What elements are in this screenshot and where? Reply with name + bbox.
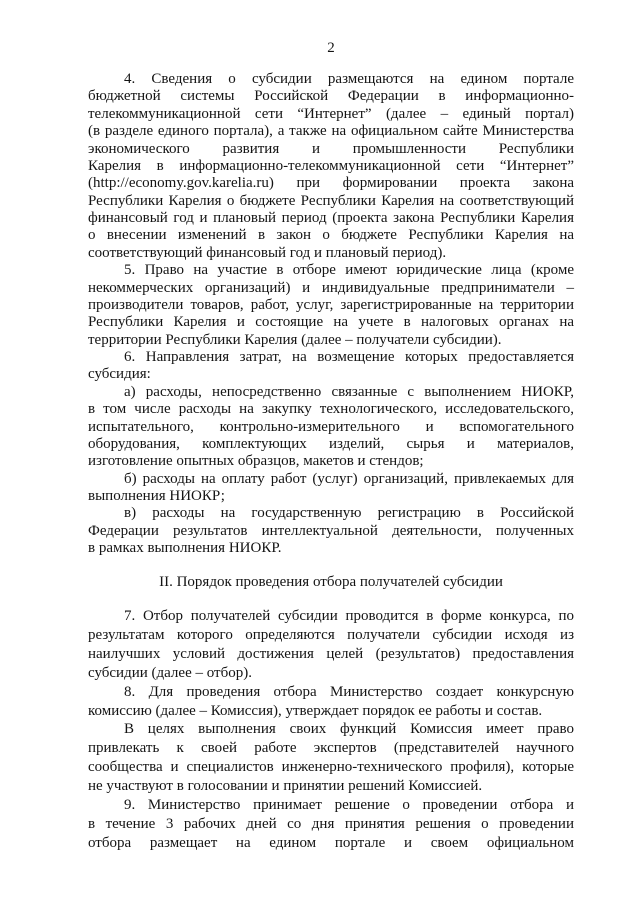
sub-item-a: [88, 384, 574, 471]
paragraph-line: 7. Отбор получателей субсидии проводится в форме конкурса, по: [124, 608, 574, 624]
paragraph-line: Федерации результатов интеллектуальной деятельности, полученных: [88, 522, 574, 539]
paragraph-line: в рамках выполнения НИОКР.: [88, 540, 282, 557]
paragraph-line: изготовление опытных образцов, макетов и стендов;: [88, 453, 424, 470]
paragraph-line: сообщества и специалистов инженерно-технического профиля), которые: [88, 759, 574, 776]
sub-item-b: [88, 471, 574, 506]
paragraph-item-4: [88, 71, 574, 262]
paragraph-line: Республики Карелия и состоящие на учете в налоговых органах на: [88, 314, 574, 331]
paragraph-line: субсидия:: [88, 366, 151, 383]
paragraph-line: территории Республики Карелия (далее – получатели субсидии).: [88, 331, 502, 348]
paragraph-line: субсидии (далее – отбор).: [88, 664, 252, 681]
paragraph-item-9: [88, 796, 574, 853]
paragraph-line: производители товаров, работ, услуг, зарегистрированные на территории: [88, 296, 574, 313]
paragraph-line: б) расходы на оплату работ (услуг) организаций, привлекаемых для: [124, 470, 574, 487]
document-body-top: [88, 71, 574, 558]
paragraph-line: 9. Министерство принимает решение о проведении отбора и: [124, 797, 574, 814]
paragraph-line: выполнения НИОКР;: [88, 488, 225, 504]
paragraph-line: телекоммуникационной сети “Интернет” (далее – единый портал): [88, 105, 574, 122]
paragraph-line: отбора размещает на едином портале и своем официальном: [88, 834, 574, 851]
paragraph-item-7: [88, 607, 574, 683]
paragraph-line: 8. Для проведения отбора Министерство создает конкурсную: [124, 683, 574, 700]
paragraph-line: соответствующий финансовый год и плановый период).: [88, 244, 447, 261]
paragraph-line: бюджетной системы Российской Федерации в информационно-: [88, 88, 574, 105]
page-number: 2: [327, 40, 335, 56]
paragraph-item-8: [88, 683, 574, 721]
paragraph-line: некоммерческих организаций) и индивидуальные предприниматели –: [88, 279, 574, 296]
paragraph-item-6: [88, 349, 574, 384]
paragraph-line: привлекать к своей работе экспертов (представителей научного: [88, 740, 574, 757]
paragraph-line: а) расходы, непосредственно связанные с выполнением НИОКР,: [124, 383, 574, 400]
paragraph-line: 6. Направления затрат, на возмещение которых предоставляется: [124, 349, 574, 365]
paragraph-line: Республики Карелия о бюджете Республики Карелия на соответствующий: [88, 192, 574, 209]
paragraph-line: оборудования, комплектующих изделий, сырья и материалов,: [88, 435, 574, 452]
paragraph-line: испытательного, контрольно-измерительного и вспомогательного: [88, 418, 574, 435]
paragraph-line: (http://economy.gov.karelia.ru) при формировании проекта закона: [88, 175, 574, 192]
paragraph-line: наилучших условий достижения целей (результатов) предоставления: [88, 645, 574, 662]
paragraph-line: в) расходы на государственную регистрацию в Российской: [124, 505, 574, 522]
document-body-bottom: [88, 607, 574, 853]
paragraph-commission-experts: [88, 720, 574, 796]
paragraph-line: не участвуют в голосовании и принятии решений Комиссией.: [88, 778, 483, 795]
paragraph-line: В целях выполнения своих функций Комиссия имеет право: [124, 721, 574, 738]
paragraph-line: финансовый год и плановый период (проекта закона Республики Карелия: [88, 210, 574, 226]
paragraph-line: (в разделе единого портала), а также на официальном сайте Министерства: [88, 123, 574, 140]
paragraph-line: результатам которого определяются получатели субсидии исходя из: [88, 626, 574, 643]
paragraph-line: Карелия в информационно-телекоммуникационной сети “Интернет”: [88, 157, 574, 174]
paragraph-line: экономического развития и промышленности Республики: [88, 140, 574, 157]
paragraph-line: в том числе расходы на закупку технологического, исследовательского,: [88, 401, 574, 418]
paragraph-line: 4. Сведения о субсидии размещаются на едином портале: [124, 71, 574, 87]
sub-item-v: [88, 505, 574, 557]
paragraph-line: комиссию (далее – Комиссия), утверждает порядок ее работы и состав.: [88, 702, 543, 719]
paragraph-line: о внесении изменений в закон о бюджете Республики Карелия на: [88, 227, 574, 244]
paragraph-item-5: [88, 262, 574, 349]
section-heading: II. Порядок проведения отбора получателей субсидии: [159, 574, 503, 590]
paragraph-line: в течение 3 рабочих дней со дня принятия решения о проведении: [88, 815, 574, 832]
paragraph-line: 5. Право на участие в отборе имеют юридические лица (кроме: [124, 262, 574, 279]
